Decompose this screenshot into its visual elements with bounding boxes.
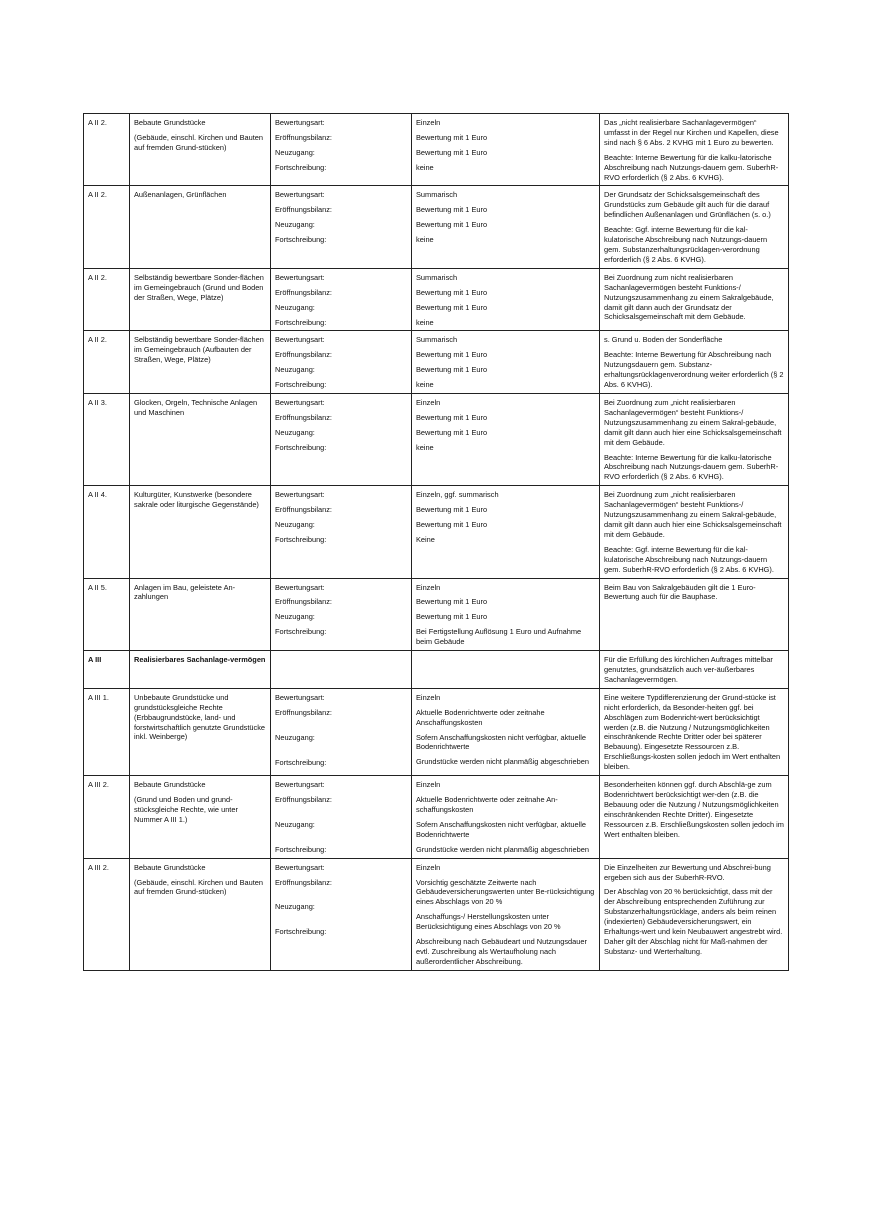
table-row — [84, 578, 789, 651]
row-code-cell — [84, 268, 130, 331]
field-value: Einzeln — [416, 692, 441, 702]
row-values-cell — [412, 776, 600, 859]
row-title: Selbständig bewertbare Sonder-flächen im Gemeingebrauch (Grund und Boden der Straßen, Wege, Plätze) — [134, 272, 264, 302]
row-code-cell — [84, 186, 130, 268]
field-label: Eröffnungsbilanz: — [275, 505, 332, 515]
field-value: Bewertung mit 1 Euro — [416, 132, 488, 142]
row-code-cell — [84, 651, 130, 689]
field-label: Eröffnungsbilanz: — [275, 707, 332, 717]
field-label: Fortschreibung: — [275, 317, 327, 327]
row-title: Glocken, Orgeln, Technische Anlagen und Maschinen — [134, 398, 258, 417]
field-value: Einzeln, ggf. summarisch — [416, 490, 499, 500]
field-label: Bewertungsart: — [275, 490, 325, 500]
row-note: Eine weitere Typdifferenzierung der Grund-stücke ist nicht erforderlich, da Besonder-heiten ggf. bei Abschlägen zum Bodenricht-wert berücksichtigt werden (z.B. die Nutzung / Nutzungsmöglichkeiten einschränkende Rechte Dritter oder bei späterer Bebauung). Eingesetzte Ressourcen z.B. Erschließungs-kosten sollen jedoch im Wert enthalten bleiben. — [604, 692, 781, 772]
row-title: Außenanlagen, Grünflächen — [134, 190, 227, 200]
table-row — [84, 486, 789, 578]
table-row — [84, 651, 789, 689]
row-values-cell — [412, 486, 600, 578]
field-label: Eröffnungsbilanz: — [275, 597, 332, 607]
row-labels-cell — [271, 858, 412, 970]
row-title: Realisierbares Sachanlage-vermögen — [134, 655, 266, 665]
field-value: Bei Fertigstellung Auflösung 1 Euro und Aufnahme beim Gebäude — [416, 627, 582, 647]
row-note: Für die Erfüllung des kirchlichen Auftrages mittelbar genutztes, grundsätzlich auch ver-äußerbares Sachanlagevermögen. — [604, 655, 773, 684]
row-note: Bei Zuordnung zum „nicht realisierbaren Sachanlagevermögen“ besteht Funktions-/ Nutzungszusammenhang zu einem Sakral-gebäude, damit gilt dann auch hier eine Schicksalsgemeinschaft mit dem Gebäude. — [604, 398, 782, 447]
table-row — [84, 114, 789, 186]
field-label: Fortschreibung: — [275, 757, 327, 767]
row-subtitle: (Gebäude, einschl. Kirchen und Bauten auf fremden Grund-stücken) — [134, 877, 264, 897]
row-values-cell — [412, 688, 600, 775]
field-label: Neuzugang: — [275, 427, 315, 437]
row-title: Unbebaute Grundstücke und grundstücksgleiche Rechte (Erbbaugrundstücke, land- und forstwirtschaftlich genutzte Grundstücke inkl. Weinberge) — [134, 692, 266, 742]
field-value: Bewertung mit 1 Euro — [416, 220, 488, 230]
row-values-cell — [412, 114, 600, 186]
field-label: Fortschreibung: — [275, 627, 327, 637]
field-value: Einzeln — [416, 398, 441, 408]
field-label: Bewertungsart: — [275, 780, 325, 790]
valuation-table — [83, 113, 789, 971]
row-title-cell — [130, 776, 271, 859]
row-note: Der Abschlag von 20 % berücksichtigt, dass mit der der Abschreibung entsprechenden Zuführung zur Substanzerhaltungsrücklage, anders als beim reinen (indexierten) Gebäudeversicherungswert, ein Erhaltungs-wert und kein Neubauwert angestrebt wird. Daher gilt der Abschlag nicht für Maß-nahmen der Substanz- und Werterhaltung. — [604, 887, 783, 956]
table-row — [84, 688, 789, 775]
field-value: Bewertung mit 1 Euro — [416, 427, 488, 437]
table-row — [84, 331, 789, 394]
field-value: Summarisch — [416, 335, 458, 345]
field-label: Eröffnungsbilanz: — [275, 287, 332, 297]
row-title: Bebaute Grundstücke — [134, 862, 206, 872]
field-label: Bewertungsart: — [275, 862, 325, 872]
field-value: Bewertung mit 1 Euro — [416, 287, 488, 297]
row-note: s. Grund u. Boden der Sonderfläche — [604, 335, 723, 345]
row-title: Bebaute Grundstücke — [134, 118, 206, 127]
row-code: A II 2. — [88, 335, 107, 345]
table-row — [84, 186, 789, 268]
row-labels-cell — [271, 776, 412, 859]
row-notes-cell — [600, 688, 789, 775]
row-values-cell — [412, 578, 600, 651]
row-code: A II 2. — [88, 190, 107, 200]
row-note: Beachte: Ggf. interne Bewertung für die kal-kulatorische Abschreibung nach Nutzungs-dauern gem. Substanzerhaltungsrücklagen-verordnung erforderlich (§ 2 Abs. 6 KVHG). — [604, 225, 768, 264]
row-code: A II 3. — [88, 398, 107, 408]
row-title: Kulturgüter, Kunstwerke (besondere sakrale oder liturgische Gegenstände) — [134, 490, 259, 510]
field-label: Fortschreibung: — [275, 162, 327, 172]
row-code-cell — [84, 688, 130, 775]
field-value: Aktuelle Bodenrichtwerte oder zeitnahe Anschaffungskosten — [416, 707, 545, 727]
row-labels-cell — [271, 114, 412, 186]
table-row — [84, 268, 789, 331]
field-label: Fortschreibung: — [275, 442, 327, 452]
row-code: A III 1. — [88, 692, 109, 702]
row-code: A II 5. — [88, 582, 107, 592]
row-notes-cell — [600, 776, 789, 859]
field-value: Sofern Anschaffungskosten nicht verfügbar, aktuelle Bodenrichtwerte — [416, 819, 586, 839]
row-note: Beachte: Interne Bewertung für die kalku-latorische Abschreibung nach Nutzungs-dauern gem. SuberhR-RVO erforderlich (§ 2 Abs. 6 KVHG). — [604, 452, 779, 482]
field-label: Neuzugang: — [275, 819, 315, 829]
row-values-cell — [412, 268, 600, 331]
row-code-cell — [84, 331, 130, 394]
row-subtitle: (Grund und Boden und grund-stücksgleiche Rechte, wie unter Nummer A III 1.) — [134, 794, 238, 824]
table-row — [84, 394, 789, 486]
field-value: keine — [416, 317, 434, 327]
row-notes-cell — [600, 578, 789, 651]
row-note: Die Einzelheiten zur Bewertung und Abschrei-bung ergeben sich aus der SuberhR-RVO. — [604, 862, 771, 882]
row-title-cell — [130, 114, 271, 186]
row-title: Bebaute Grundstücke — [134, 780, 206, 790]
row-notes-cell — [600, 331, 789, 394]
field-value: Sofern Anschaffungskosten nicht verfügbar, aktuelle Bodenrichtwerte — [416, 732, 586, 752]
row-title-cell — [130, 486, 271, 578]
row-labels-cell — [271, 651, 412, 689]
row-code-cell — [84, 578, 130, 651]
field-label: Eröffnungsbilanz: — [275, 412, 332, 422]
field-label: Bewertungsart: — [275, 272, 325, 282]
field-value: Bewertung mit 1 Euro — [416, 302, 488, 312]
field-label: Fortschreibung: — [275, 380, 327, 390]
row-notes-cell — [600, 114, 789, 186]
field-value: Summarisch — [416, 190, 458, 200]
row-values-cell — [412, 651, 600, 689]
row-note: Beachte: Interne Bewertung für die kalku-latorische Abschreibung nach Nutzungs-dauern gem. SuberhR-RVO erforderlich (§ 2 Abs. 6 KVHG). — [604, 152, 779, 182]
row-labels-cell — [271, 186, 412, 268]
row-labels-cell — [271, 486, 412, 578]
row-title: Anlagen im Bau, geleistete An-zahlungen — [134, 582, 236, 602]
row-labels-cell — [271, 268, 412, 331]
row-title-cell — [130, 331, 271, 394]
row-labels-cell — [271, 394, 412, 486]
row-values-cell — [412, 394, 600, 486]
row-note: Das „nicht realisierbare Sachanlagevermögen“ umfasst in der Regel nur Kirchen und Kapellen, diese sind nach § 6 Abs. 2 KVHG mit 1 Euro zu bewerten. — [604, 118, 779, 147]
row-subtitle: (Gebäude, einschl. Kirchen und Bauten auf fremden Grund-stücken) — [134, 132, 264, 152]
field-value: Bewertung mit 1 Euro — [416, 147, 488, 157]
table-row — [84, 858, 789, 970]
field-value: Bewertung mit 1 Euro — [416, 505, 488, 515]
row-note: Bei Zuordnung zum nicht realisierbaren Sachanlagevermögen besteht Funktions-/ Nutzungszusammenhang zu einem Sakralgebäude, damit gilt dann auch der Grundsatz der Schicksalsgemeinschaft mit dem Gebäude. — [604, 272, 774, 322]
row-title: Selbständig bewertbare Sonder-flächen im Gemeingebrauch (Aufbauten der Straßen, Wege, Plätze) — [134, 335, 264, 365]
field-label: Bewertungsart: — [275, 398, 325, 408]
row-code: A III 2. — [88, 862, 109, 872]
field-label: Bewertungsart: — [275, 692, 325, 702]
field-label: Neuzugang: — [275, 147, 315, 157]
row-note: Besonderheiten können ggf. durch Abschlä-ge zum Bodenrichtwert berücksichtigt wer-den (z.B. die Bebauung oder die Nutzung / Nutzungsmöglichkeiten einschränkenden Rechte Dritter). Eingesetzte Ressourcen z.B. Erschließungskosten sollen jedoch im Wert enthalten bleiben. — [604, 780, 784, 839]
row-title-cell — [130, 578, 271, 651]
field-label: Eröffnungsbilanz: — [275, 877, 332, 887]
field-label: Neuzugang: — [275, 220, 315, 230]
field-value: Grundstücke werden nicht planmäßig abgeschrieben — [416, 757, 589, 767]
field-label: Eröffnungsbilanz: — [275, 205, 332, 215]
field-value: Bewertung mit 1 Euro — [416, 597, 488, 607]
field-value: keine — [416, 162, 434, 172]
row-title-cell — [130, 858, 271, 970]
row-title-cell — [130, 186, 271, 268]
row-labels-cell — [271, 331, 412, 394]
field-value: Bewertung mit 1 Euro — [416, 612, 488, 622]
field-value: Einzeln — [416, 780, 441, 790]
row-code: A III 2. — [88, 780, 109, 790]
field-value: Summarisch — [416, 272, 458, 282]
field-label: Eröffnungsbilanz: — [275, 132, 332, 142]
field-value: Einzeln — [416, 118, 441, 127]
field-value: Bewertung mit 1 Euro — [416, 520, 488, 530]
row-title-cell — [130, 394, 271, 486]
field-label: Bewertungsart: — [275, 335, 325, 345]
field-label: Fortschreibung: — [275, 927, 327, 937]
row-notes-cell — [600, 858, 789, 970]
row-note: Beim Bau von Sakralgebäuden gilt die 1 Euro-Bewertung auch für die Bauphase. — [604, 582, 756, 602]
field-label: Bewertungsart: — [275, 582, 325, 592]
row-note: Beachte: Interne Bewertung für Abschreibung nach Nutzungsdauern gem. Substanz-erhaltungsrücklagenverordnung weiter erforderlich (§ 2 Abs. 6 KVHG). — [604, 350, 784, 390]
field-label: Fortschreibung: — [275, 844, 327, 854]
field-label: Neuzugang: — [275, 732, 315, 742]
field-value: Bewertung mit 1 Euro — [416, 205, 488, 215]
row-code-cell — [84, 394, 130, 486]
row-values-cell — [412, 331, 600, 394]
field-label: Fortschreibung: — [275, 535, 327, 544]
row-code: A II 2. — [88, 272, 107, 282]
field-value: Vorsichtig geschätzte Zeitwerte nach Gebäudeversicherungswerten unter Be-rücksichtigung eines Abschlags von 20 % — [416, 877, 595, 907]
field-label: Neuzugang: — [275, 520, 315, 530]
row-labels-cell — [271, 688, 412, 775]
field-value: keine — [416, 442, 434, 452]
field-label: Fortschreibung: — [275, 235, 327, 245]
field-value: Anschaffungs-/ Herstellungskosten unter Berücksichtigung eines Abschlags von 20 % — [416, 912, 561, 932]
field-value: Aktuelle Bodenrichtwerte oder zeitnahe An-schaffungskosten — [416, 794, 558, 814]
field-label: Eröffnungsbilanz: — [275, 794, 332, 804]
table-body — [84, 114, 789, 971]
field-label: Eröffnungsbilanz: — [275, 350, 332, 360]
row-code: A III — [88, 655, 102, 665]
field-value: Abschreibung nach Gebäudeart und Nutzungsdauer evtl. Zuschreibung als Wertaufholung nach außerordentlicher Abschreibung. — [416, 937, 587, 966]
field-value: keine — [416, 235, 434, 245]
row-code-cell — [84, 114, 130, 186]
field-value: Bewertung mit 1 Euro — [416, 365, 488, 375]
field-label: Neuzugang: — [275, 902, 315, 912]
row-title-cell — [130, 688, 271, 775]
row-notes-cell — [600, 486, 789, 578]
row-code-cell — [84, 858, 130, 970]
table-row — [84, 776, 789, 859]
field-label: Neuzugang: — [275, 365, 315, 375]
field-value: Einzeln — [416, 582, 441, 592]
row-notes-cell — [600, 186, 789, 268]
row-code-cell — [84, 776, 130, 859]
row-title-cell — [130, 268, 271, 331]
field-label: Neuzugang: — [275, 612, 315, 622]
field-value: Bewertung mit 1 Euro — [416, 412, 488, 422]
field-value: keine — [416, 380, 434, 390]
field-label: Neuzugang: — [275, 302, 315, 312]
row-title-cell — [130, 651, 271, 689]
field-value: Einzeln — [416, 862, 441, 872]
row-values-cell — [412, 186, 600, 268]
field-label: Bewertungsart: — [275, 118, 325, 127]
row-note: Der Grundsatz der Schicksalsgemeinschaft des Grundstücks zum Gebäude gilt auch für die darauf befindlichen Außenanlagen und Grünflächen (s. o.) — [604, 190, 771, 220]
field-label: Bewertungsart: — [275, 190, 325, 200]
row-code: A II 4. — [88, 490, 107, 500]
row-values-cell — [412, 858, 600, 970]
row-note: Beachte: Ggf. interne Bewertung für die kal-kulatorische Abschreibung nach Nutzungs-dauern gem. SuberhR-RVO erforderlich (§ 2 Abs. 6 KVHG). — [604, 544, 774, 574]
row-code: A II 2. — [88, 118, 107, 127]
row-note: Bei Zuordnung zum „nicht realisierbaren Sachanlagevermögen“ besteht Funktions-/ Nutzungszusammenhang zu einem Sakral-gebäude, damit gilt dann auch hier eine Schicksalsgemeinschaft mit dem Gebäude. — [604, 490, 782, 539]
row-code-cell — [84, 486, 130, 578]
field-value: Keine — [416, 535, 435, 544]
row-labels-cell — [271, 578, 412, 651]
row-notes-cell — [600, 394, 789, 486]
row-notes-cell — [600, 268, 789, 331]
field-value: Bewertung mit 1 Euro — [416, 350, 488, 360]
row-notes-cell — [600, 651, 789, 689]
field-value: Grundstücke werden nicht planmäßig abgeschrieben — [416, 844, 589, 854]
